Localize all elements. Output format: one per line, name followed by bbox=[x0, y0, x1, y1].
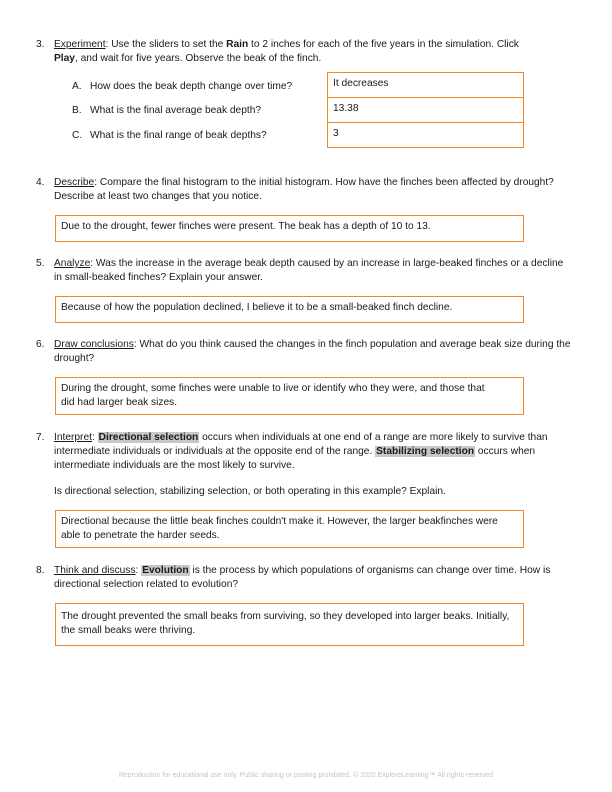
highlighted-term: Evolution bbox=[142, 565, 189, 576]
text-segment: : What do you think caused the changes in the finch population and average beak size during the drought? bbox=[54, 339, 571, 364]
colon-separator: : bbox=[91, 432, 98, 443]
text-segment: : Was the increase in the average beak depth caused by an increase in large-beaked finches or a decline in small-beaked finches? Explain your answer. bbox=[54, 258, 564, 283]
question-number: 3. bbox=[36, 39, 45, 50]
answer-field-5[interactable]: Because of how the population declined, I believe it to be a small-beaked finch decline. bbox=[55, 296, 524, 323]
colon-separator: : bbox=[135, 565, 142, 576]
sub-question-text: How does the beak depth change over time? bbox=[90, 81, 293, 92]
answer-field-b[interactable]: 13.38 bbox=[327, 97, 524, 123]
answer-field-6[interactable]: During the drought, some finches were unable to live or identify who they were, and those that did had larger beak sizes. bbox=[55, 377, 524, 415]
question-number: 8. bbox=[36, 565, 45, 576]
highlighted-term: Directional selection bbox=[98, 432, 199, 443]
question-label: Interpret bbox=[54, 432, 92, 443]
question-text bbox=[54, 431, 574, 472]
answer-field-a[interactable]: It decreases bbox=[327, 72, 524, 98]
answer-field-4[interactable]: Due to the drought, fewer finches were present. The beak has a depth of 10 to 13. bbox=[55, 215, 524, 242]
answer-field-c[interactable]: 3 bbox=[327, 122, 524, 148]
question-text bbox=[54, 564, 574, 592]
question-label: Experiment bbox=[54, 39, 106, 50]
question-number: 7. bbox=[36, 432, 45, 443]
bold-term: Rain bbox=[226, 39, 249, 50]
footer-copyright: Reproduction for educational use only. Public sharing or posting prohibited. © 2020 ExploreLearning™ All rights reserved bbox=[118, 772, 494, 779]
question-text bbox=[54, 176, 574, 204]
answer-field-8[interactable]: The drought prevented the small beaks from surviving, so they developed into larger beaks. Initially, the small beaks were thriving. bbox=[55, 603, 524, 646]
answer-field-7[interactable]: Directional because the little beak finches couldn't make it. However, the larger beakfinches were able to penetrate the harder seeds. bbox=[55, 510, 524, 548]
text-segment: occurs when individuals at one end of a range are more likely to survive than intermediate individuals or individuals at the opposite end of the range. bbox=[54, 432, 548, 457]
question-label: Describe bbox=[54, 177, 95, 188]
question-number: 6. bbox=[36, 339, 45, 350]
text-segment: : Compare the final histogram to the initial histogram. How have the finches been affected by drought? Describe at least two changes that you notice. bbox=[54, 177, 554, 202]
question-number: 5. bbox=[36, 258, 45, 269]
sub-question-letter: C. bbox=[72, 130, 83, 141]
text-segment: , and wait for five years. Observe the beak of the finch. bbox=[74, 52, 322, 64]
question-7-prompt: Is directional selection, stabilizing selection, or both operating in this example? Explain. bbox=[54, 486, 446, 497]
sub-question-text: What is the final average beak depth? bbox=[90, 105, 262, 116]
sub-question-letter: B. bbox=[72, 105, 82, 116]
question-text bbox=[54, 257, 574, 285]
text-segment: occurs when intermediate individuals are the most likely to survive. bbox=[54, 445, 536, 471]
text-segment: : Use the sliders to set the bbox=[105, 39, 227, 50]
text-segment: to 2 inches for each of the five years in the simulation. Click bbox=[248, 39, 519, 50]
sub-question-text: What is the final range of beak depths? bbox=[90, 130, 267, 141]
question-text bbox=[54, 338, 574, 366]
highlighted-term: Stabilizing selection bbox=[376, 445, 475, 457]
question-label: Think and discuss bbox=[54, 565, 136, 576]
question-number: 4. bbox=[36, 177, 45, 188]
question-label: Draw conclusions bbox=[54, 339, 134, 350]
sub-question-letter: A. bbox=[72, 81, 82, 92]
bold-term: Play bbox=[54, 52, 75, 64]
text-segment: is the process by which populations of organisms can change over time. How is directional selection related to evolution? bbox=[54, 565, 551, 590]
question-label: Analyze bbox=[54, 258, 91, 269]
question-text bbox=[54, 38, 574, 66]
